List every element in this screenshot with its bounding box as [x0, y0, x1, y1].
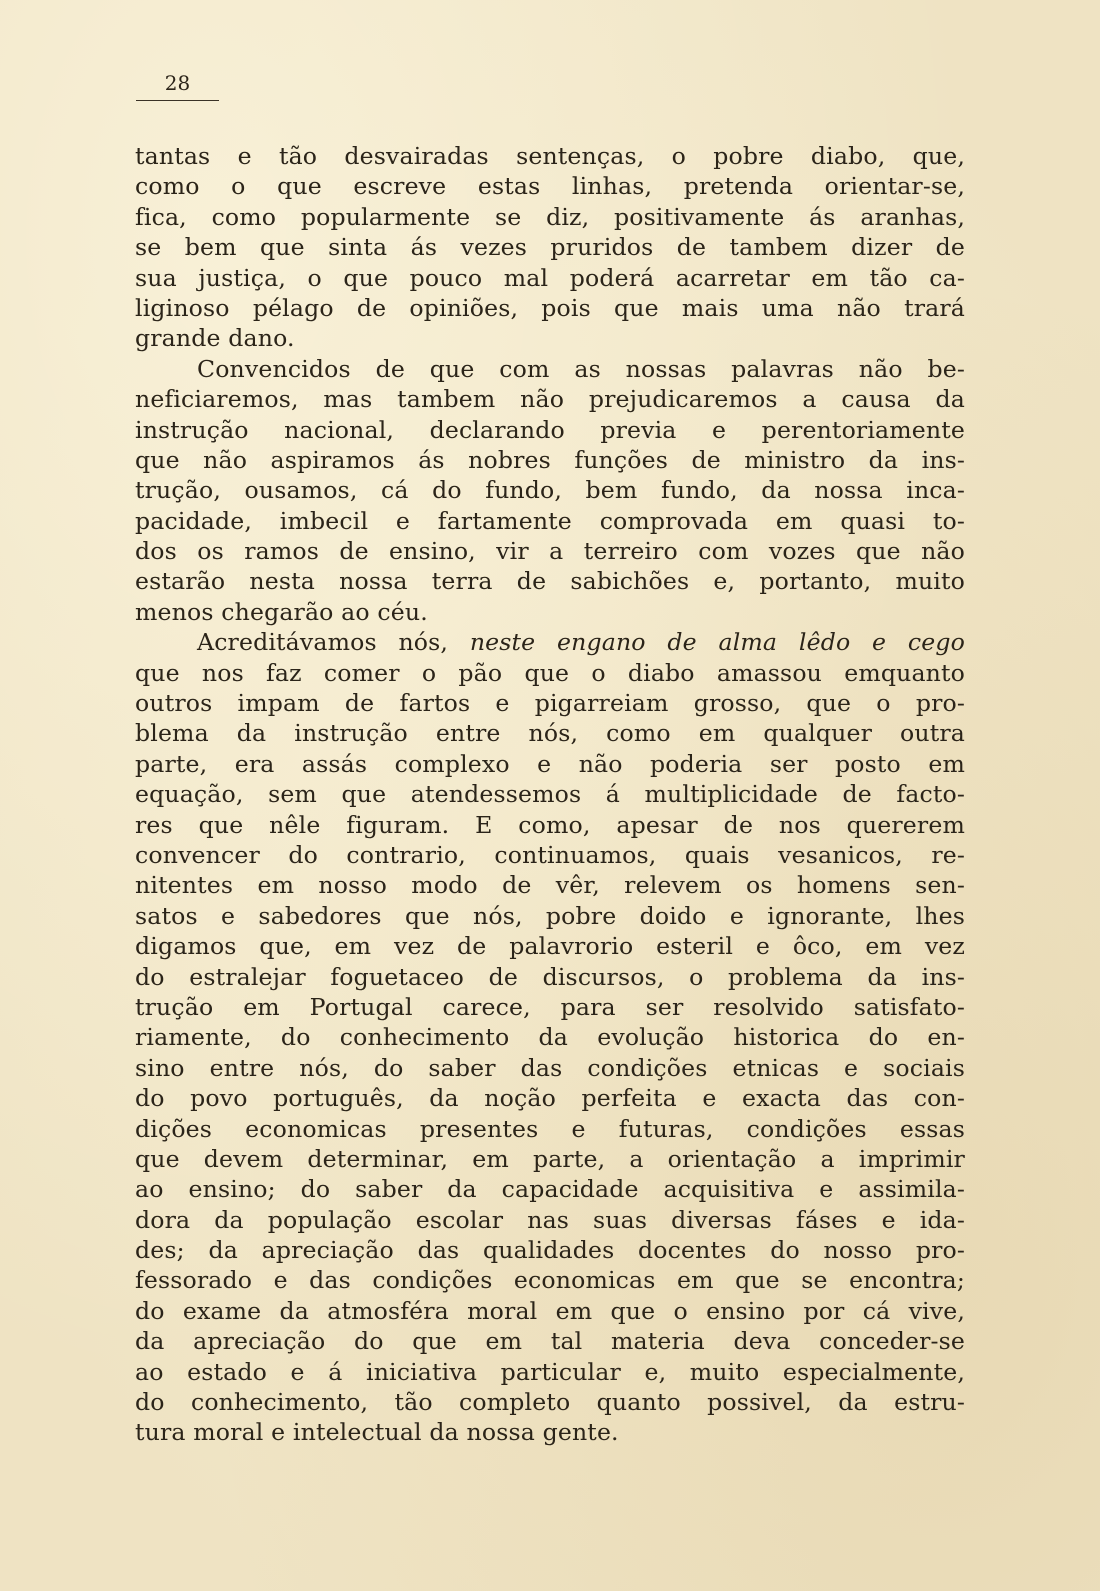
- text-line: [135, 141, 965, 171]
- text-line: [135, 536, 965, 566]
- text-line: [135, 779, 965, 809]
- text-line-content: neficiaremos, mas tambem não prejudicaremos a causa da: [135, 385, 965, 414]
- text-line-content: sua justiça, o que pouco mal poderá acarretar em tão ca-: [135, 263, 965, 292]
- text-line-content: que devem determinar, em parte, a orientação a imprimir: [135, 1144, 965, 1173]
- body-text: [135, 141, 965, 1448]
- italic-quote: neste engano de alma lêdo e cego: [469, 628, 965, 657]
- text-line: [135, 506, 965, 536]
- text-line: [135, 1144, 965, 1174]
- page-number: 28: [136, 70, 219, 101]
- text-line: [135, 475, 965, 505]
- text-line-content: do estralejar foguetaceo de discursos, o problema da ins-: [135, 962, 965, 991]
- text-line-content: estarão nesta nossa terra de sabichões e, portanto, muito: [135, 567, 965, 596]
- text-line-content: instrução nacional, declarando previa e perentoriamente: [135, 415, 965, 444]
- text-line: [135, 1022, 965, 1052]
- text-line: [135, 1296, 965, 1326]
- text-line-content: do exame da atmosféra moral em que o ensino por cá vive,: [135, 1296, 965, 1325]
- text-line: [135, 1174, 965, 1204]
- text-line-content: pacidade, imbecil e fartamente comprovada em quasi to-: [135, 506, 965, 535]
- text-line-content: res que nêle figuram. E como, apesar de nos quererem: [135, 810, 965, 839]
- text-line-content: outros impam de fartos e pigarreiam grosso, que o pro-: [135, 689, 965, 718]
- text-line-content: dições economicas presentes e futuras, condições essas: [135, 1114, 965, 1143]
- text-line: [135, 718, 965, 748]
- text-line: [135, 658, 965, 688]
- text-line: [135, 415, 965, 445]
- text-line: [135, 232, 965, 262]
- text-line-content: trução, ousamos, cá do fundo, bem fundo, da nossa inca-: [135, 476, 965, 505]
- text-line-content: fessorado e das condições economicas em que se encontra;: [135, 1266, 965, 1295]
- text-line-content: digamos que, em vez de palavrorio esteril e ôco, em vez: [135, 932, 965, 961]
- text-line: [135, 1326, 965, 1356]
- text-line: [135, 354, 965, 384]
- text-line: [135, 1083, 965, 1113]
- text-line-content: convencer do contrario, continuamos, quais vesanicos, re-: [135, 840, 965, 869]
- text-line: [135, 1387, 965, 1417]
- text-line-content: satos e sabedores que nós, pobre doido e ignorante, lhes: [135, 901, 965, 930]
- text-line: [135, 263, 965, 293]
- text-line: [135, 1417, 965, 1447]
- text-line-content: que nos faz comer o pão que o diabo amassou emquanto: [135, 658, 965, 687]
- text-line-content: fica, como popularmente se diz, positivamente ás aranhas,: [135, 202, 965, 231]
- text-line-content: como o que escreve estas linhas, pretenda orientar-se,: [135, 172, 965, 201]
- text-line-content: tantas e tão desvairadas sentenças, o pobre diabo, que,: [135, 142, 965, 170]
- text-line-content: liginoso pélago de opiniões, pois que mais uma não trará: [135, 293, 965, 322]
- text-line-content: grande dano.: [135, 324, 295, 353]
- text-line: [135, 749, 965, 779]
- text-line: [135, 810, 965, 840]
- text-line-content: ao estado e á iniciativa particular e, muito especialmente,: [135, 1357, 965, 1386]
- text-line-content: parte, era assás complexo e não poderia ser posto em: [135, 749, 965, 778]
- text-line-content: da apreciação do que em tal materia deva conceder-se: [135, 1327, 965, 1356]
- text-line-content: se bem que sinta ás vezes pruridos de tambem dizer de: [135, 233, 965, 262]
- text-line-content: sino entre nós, do saber das condições etnicas e sociais: [135, 1053, 965, 1082]
- text-line-content: ao ensino; do saber da capacidade acquisitiva e assimila-: [135, 1175, 965, 1204]
- text-line: [135, 445, 965, 475]
- text-line: [135, 323, 965, 353]
- text-line: [135, 931, 965, 961]
- text-line-content: dora da população escolar nas suas diversas fáses e ida-: [135, 1205, 965, 1234]
- text-line: [135, 1205, 965, 1235]
- text-line: [135, 566, 965, 596]
- text-line-content: nitentes em nosso modo de vêr, relevem os homens sen-: [135, 871, 965, 900]
- text-line: [135, 840, 965, 870]
- text-line: [135, 627, 965, 657]
- text-line-content: do conhecimento, tão completo quanto possivel, da estru-: [135, 1388, 965, 1417]
- text-line-content: dos os ramos de ensino, vir a terreiro com vozes que não: [135, 537, 965, 566]
- text-line: [135, 992, 965, 1022]
- text-line: [135, 293, 965, 323]
- text-line: [135, 962, 965, 992]
- text-line-content: riamente, do conhecimento da evolução historica do en-: [135, 1023, 965, 1052]
- text-line: [135, 1235, 965, 1265]
- text-line-content: do povo português, da noção perfeita e exacta das con-: [135, 1084, 965, 1113]
- text-line: [135, 384, 965, 414]
- text-line: [135, 1053, 965, 1083]
- text-line-content: tura moral e intelectual da nossa gente.: [135, 1418, 619, 1447]
- text-line: [135, 202, 965, 232]
- text-line-content: trução em Portugal carece, para ser resolvido satisfato-: [135, 992, 965, 1021]
- text-line-content: des; da apreciação das qualidades docentes do nosso pro-: [135, 1236, 965, 1265]
- text-line-content: Acreditávamos nós,: [197, 628, 470, 657]
- text-line: [135, 171, 965, 201]
- text-line-content: equação, sem que atendessemos á multiplicidade de facto-: [135, 780, 965, 809]
- text-line: [135, 1265, 965, 1295]
- text-line-content: blema da instrução entre nós, como em qualquer outra: [135, 719, 965, 748]
- text-line: [135, 597, 965, 627]
- text-line-content: que não aspiramos ás nobres funções de ministro da ins-: [135, 445, 965, 474]
- text-line: [135, 870, 965, 900]
- text-line-content: menos chegarão ao céu.: [135, 597, 428, 626]
- text-line: [135, 1114, 965, 1144]
- text-line: [135, 688, 965, 718]
- text-line-content: Convencidos de que com as nossas palavras não be-: [197, 354, 965, 383]
- text-line: [135, 1357, 965, 1387]
- text-line: [135, 901, 965, 931]
